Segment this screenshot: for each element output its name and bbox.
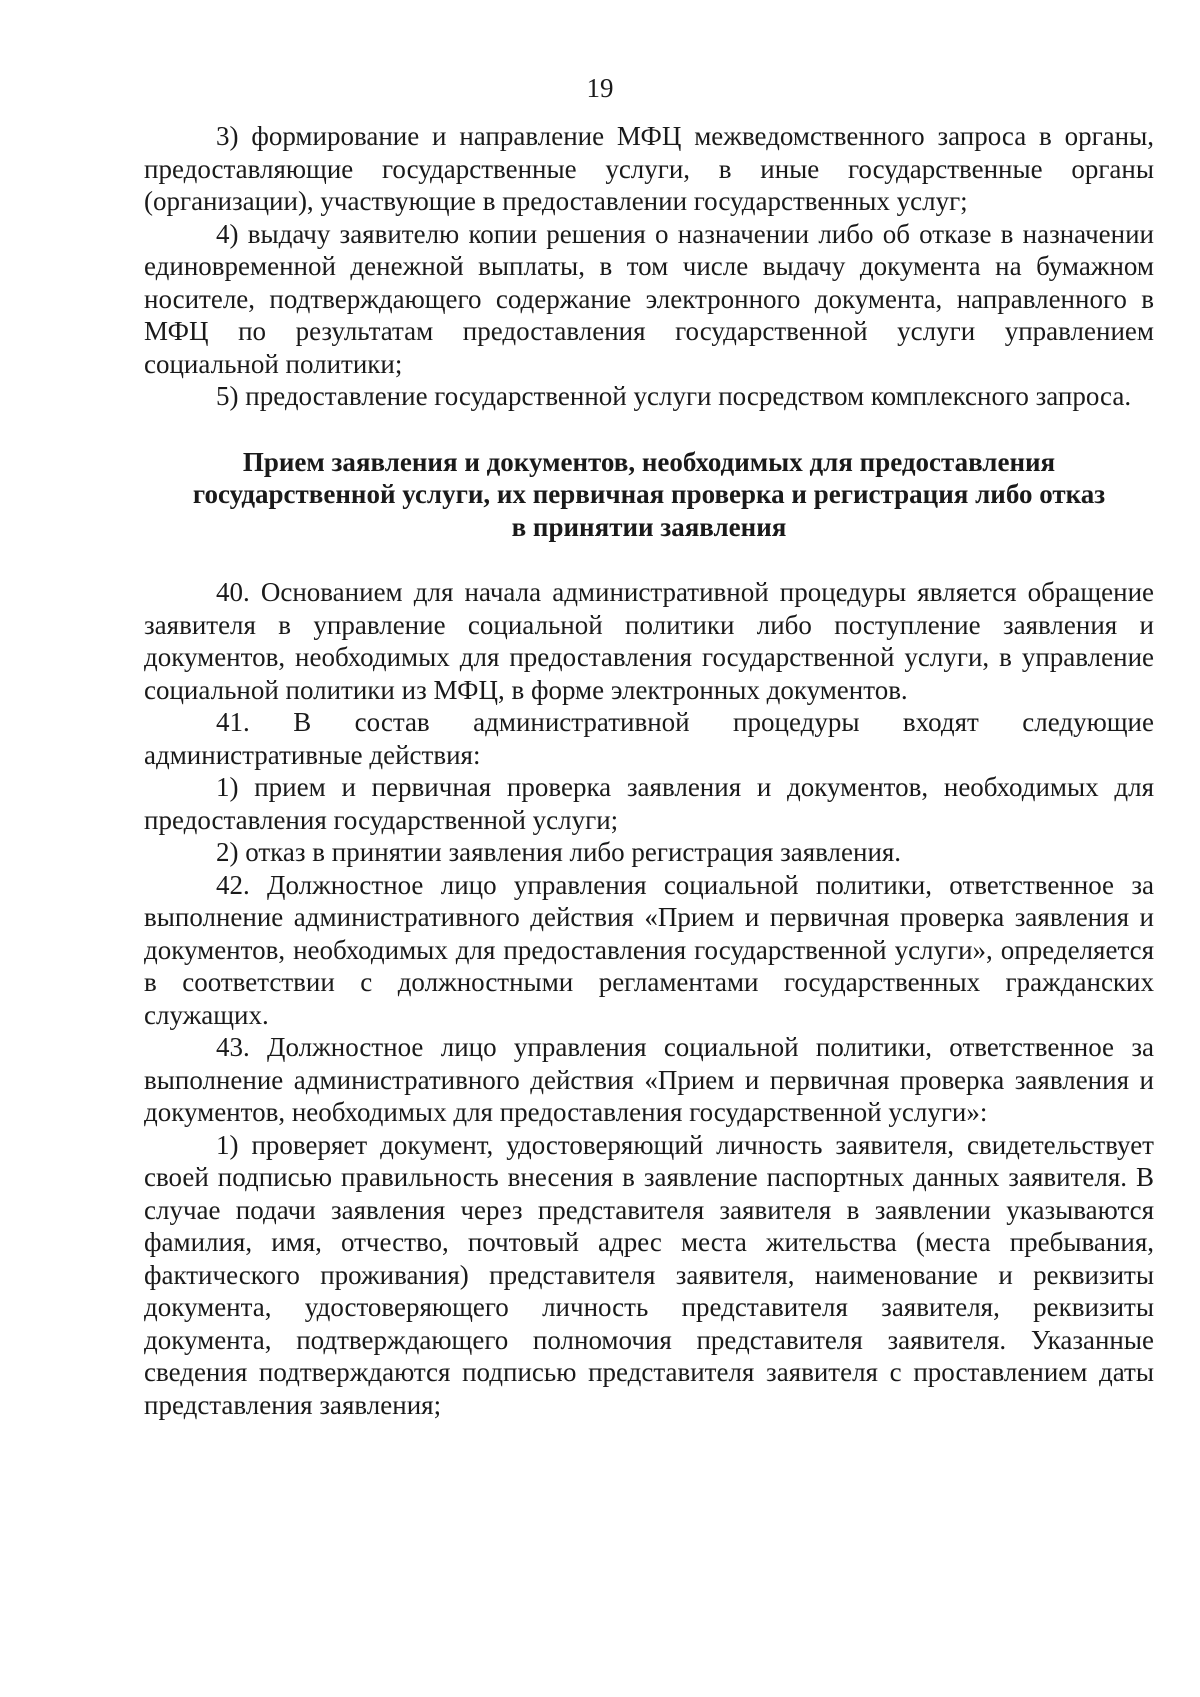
page-number: 19 [586, 73, 614, 103]
list-item-5: 5) предоставление государственной услуги посредством комплексного запроса. [216, 381, 1132, 411]
clause-40: 40. Основанием для начала административной процедуры является обращение заявителя в управление социальной политики либо поступление заявления и документов, необходимых для предоставления государственной услуги, в управление социальной политики из МФЦ, в форме электронных документов. [144, 577, 1154, 705]
section-heading-line: в принятии заявления [511, 511, 787, 542]
clause-42: 42. Должностное лицо управления социальной политики, ответственное за выполнение административного действия «Прием и первичная проверка заявления и документов, необходимых для предоставления государственной услуги», определяется в соответствии с должностными регламентами государственных гражданских служащих. [144, 869, 1154, 1030]
list-item-3: 3) формирование и направление МФЦ межведомственного запроса в органы, предоставляющие государственные услуги, в иные государственные органы (организации), участвующие в предоставлении государственных услуг; [144, 121, 1154, 216]
section-heading [144, 446, 1154, 544]
clause-43: 43. Должностное лицо управления социальной политики, ответственное за выполнение административного действия «Прием и первичная проверка заявления и документов, необходимых для предоставления государственной услуги»: [144, 1032, 1154, 1127]
section-heading-line: государственной услуги, их первичная проверка и регистрация либо отказ [192, 479, 1106, 509]
section-heading-line: Прием заявления и документов, необходимых для предоставления [242, 446, 1056, 477]
clause-41-item-1: 1) прием и первичная проверка заявления и документов, необходимых для предоставления государственной услуги; [144, 772, 1154, 835]
list-item-4: 4) выдачу заявителю копии решения о назначении либо об отказе в назначении единовременной денежной выплаты, в том числе выдачу документа на бумажном носителе, подтверждающего содержание электронного документа, направленного в МФЦ по результатам предоставления государственной услуги управлением социальной политики; [144, 218, 1154, 379]
document-body [144, 120, 1154, 1421]
clause-41-item-2: 2) отказ в принятии заявления либо регистрация заявления. [216, 837, 902, 867]
clause-43-item-1: 1) проверяет документ, удостоверяющий личность заявителя, свидетельствует своей подписью правильность внесения в заявление паспортных данных заявителя. В случае подачи заявления через представителя заявителя в заявлении указываются фамилия, имя, отчество, почтовый адрес места жительства (места пребывания, фактического проживания) представителя заявителя, наименование и реквизиты документа, удостоверяющего личность представителя заявителя, реквизиты документа, подтверждающего полномочия представителя заявителя. Указанные сведения подтверждаются подписью представителя заявителя с проставлением даты представления заявления; [144, 1129, 1154, 1420]
clause-41: 41. В состав административной процедуры входят следующие административные действия: [144, 707, 1154, 770]
